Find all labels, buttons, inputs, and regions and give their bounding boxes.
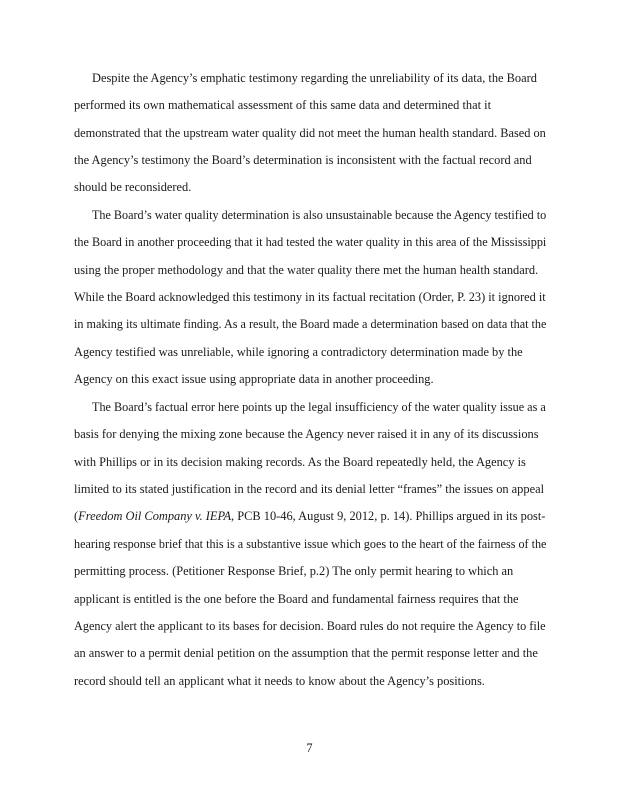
paragraph-2-line-1: The Board’s water quality determination is also unsustainable because the Agency testified to	[92, 208, 547, 222]
paragraph-3-line-11: record should tell an applicant what it needs to know about the Agency’s positions.	[74, 674, 485, 688]
case-citation-italic: Freedom Oil Company v. IEPA	[78, 509, 232, 523]
paragraph-3-line-10: an answer to a permit denial petition on the assumption that the permit response letter and the	[74, 646, 538, 660]
paragraph-3-line-6: hearing response brief that this is a substantive issue which goes to the heart of the fairness of the	[74, 537, 547, 551]
paragraph-2-line-2: the Board in another proceeding that it had tested the water quality in this area of the Mississippi	[74, 235, 547, 249]
paragraph-1-line-3: demonstrated that the upstream water quality did not meet the human health standard. Based on	[74, 126, 546, 140]
paragraph-1-line-1: Despite the Agency’s emphatic testimony regarding the unreliability of its data, the Board	[92, 71, 537, 85]
paragraph-2-line-3: using the proper methodology and that the water quality there met the human health standard.	[74, 263, 539, 277]
paragraph-3-line-1: The Board’s factual error here points up the legal insufficiency of the water quality issue as a	[92, 400, 546, 414]
paragraph-3-line-2: basis for denying the mixing zone because the Agency never raised it in any of its discussions	[74, 427, 539, 441]
paragraph-2-line-7: Agency on this exact issue using appropriate data in another proceeding.	[74, 372, 434, 386]
paragraph-1-line-2: performed its own mathematical assessment of this same data and determined that it	[74, 98, 492, 112]
paragraph-1-line-4: the Agency’s testimony the Board’s determination is inconsistent with the factual record and	[74, 153, 532, 167]
paragraph-3-line-7: permitting process. (Petitioner Response Brief, p.2) The only permit hearing to which an	[74, 564, 514, 578]
paragraph-3-line-5	[74, 509, 545, 523]
paragraph-1-line-5: should be reconsidered.	[74, 180, 192, 194]
paragraph-3-line-9: Agency alert the applicant to its bases for decision. Board rules do not require the Agency to file	[74, 619, 546, 633]
paragraph-3-line-4: limited to its stated justification in the record and its denial letter “frames” the issues on appeal	[74, 482, 545, 496]
citation-open-paren: (	[74, 509, 79, 523]
paragraph-2-line-4: While the Board acknowledged this testimony in its factual recitation (Order, P. 23) it ignored it	[74, 290, 546, 304]
paragraph-2-line-6: Agency testified was unreliable, while ignoring a contradictory determination made by the	[74, 345, 523, 359]
paragraph-3-line-3: with Phillips or in its decision making records. As the Board repeatedly held, the Agency is	[74, 455, 526, 469]
paragraph-3-line-8: applicant is entitled is the one before the Board and fundamental fairness requires that the	[74, 592, 519, 606]
citation-rest: , PCB 10-46, August 9, 2012, p. 14). Phillips argued in its post-	[231, 509, 546, 523]
paragraph-2-line-5: in making its ultimate finding. As a result, the Board made a determination based on data that the	[74, 317, 547, 331]
page-number: 7	[306, 741, 313, 755]
